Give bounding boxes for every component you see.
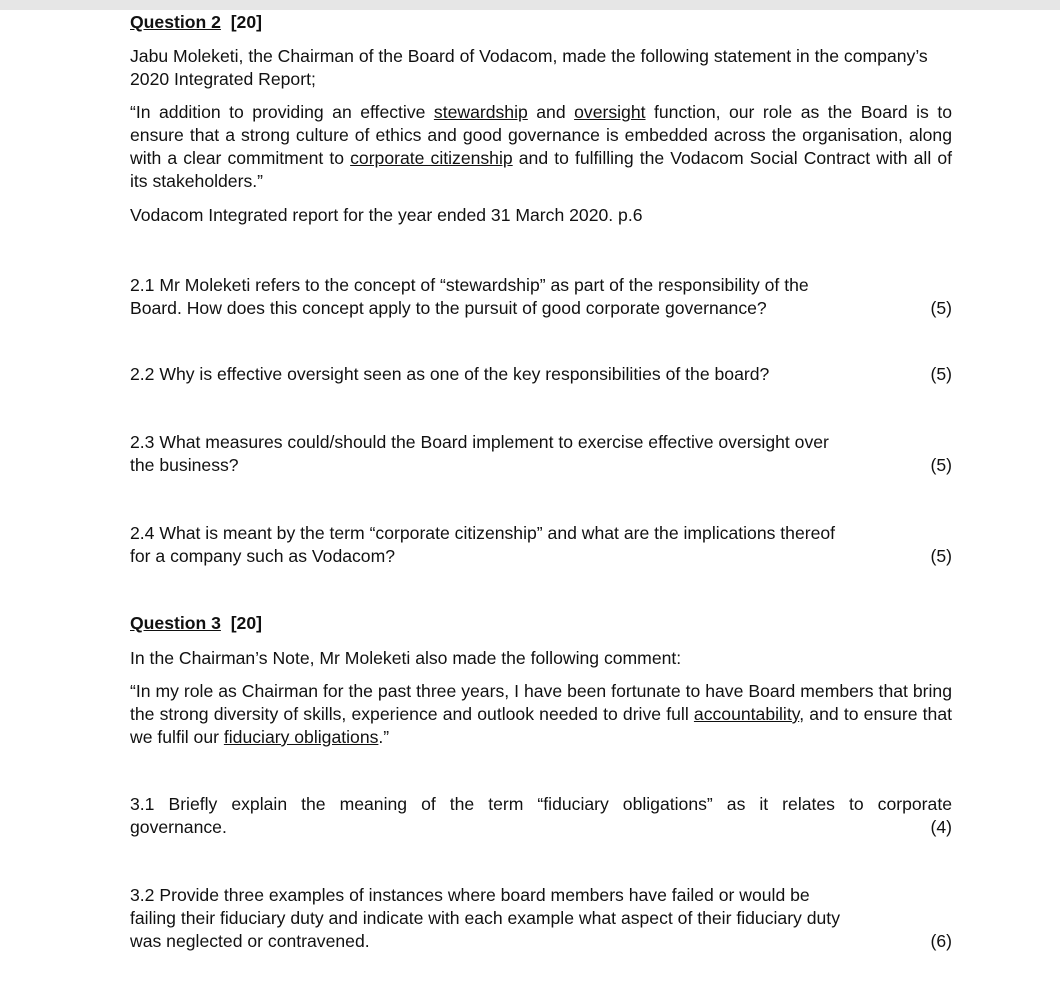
question-marks: (4) xyxy=(930,817,952,837)
question-3-2 xyxy=(130,884,952,953)
question-marks: (5) xyxy=(930,364,952,384)
question-2-1 xyxy=(130,274,952,320)
question-text: 2.3 What measures could/should the Board implement to exercise effective oversight over xyxy=(130,432,829,452)
question-3-label: Question 3 xyxy=(130,613,221,633)
term-fiduciary-obligations: fiduciary obligations xyxy=(223,727,379,747)
question-text: for a company such as Vodacom? xyxy=(130,546,396,566)
question-text: 2.4 What is meant by the term “corporate citizenship” and what are the implications thereof xyxy=(130,523,836,543)
term-oversight: oversight xyxy=(574,102,646,122)
question-2-intro: Jabu Moleketi, the Chairman of the Board of Vodacom, made the following statement in the company’s 2020 Integrated Report; xyxy=(130,46,928,89)
question-2-quote xyxy=(130,101,952,193)
quote-text: , and to ensure that we fulfil our xyxy=(130,704,953,747)
quote-text: .” xyxy=(378,727,390,747)
question-text: governance. xyxy=(130,817,227,837)
question-text: was neglected or contravened. xyxy=(130,931,370,951)
question-text: failing their fiduciary duty and indicate with each example what aspect of their fiduciary duty xyxy=(130,908,840,928)
term-accountability: accountability xyxy=(693,704,800,724)
quote-text: and xyxy=(527,102,575,122)
viewer-top-bar xyxy=(0,0,1060,10)
question-marks: (5) xyxy=(930,298,952,318)
question-text: 3.2 Provide three examples of instances where board members have failed or would be xyxy=(130,885,810,905)
question-3-1 xyxy=(130,793,952,839)
question-2-label: Question 2 xyxy=(130,12,221,32)
question-marks: (5) xyxy=(930,455,952,475)
question-3-marks: [20] xyxy=(230,613,262,633)
question-3-intro: In the Chairman’s Note, Mr Moleketi also made the following comment: xyxy=(130,648,682,668)
question-text: the business? xyxy=(130,455,239,475)
question-text: 3.1 Briefly explain the meaning of the term “fiduciary obligations” as it relates to corporate xyxy=(130,794,952,814)
question-2-marks: [20] xyxy=(230,12,262,32)
question-text: Board. How does this concept apply to the pursuit of good corporate governance? xyxy=(130,298,767,318)
question-marks: (6) xyxy=(930,931,952,951)
quote-text: “In addition to providing an effective xyxy=(130,102,434,122)
term-stewardship: stewardship xyxy=(433,102,528,122)
question-text: 2.1 Mr Moleketi refers to the concept of “stewardship” as part of the responsibility of the xyxy=(130,275,809,295)
question-2-2 xyxy=(130,363,952,386)
question-2-3 xyxy=(130,431,952,477)
question-2-4 xyxy=(130,522,952,568)
question-3-heading xyxy=(130,612,262,635)
question-text: 2.2 Why is effective oversight seen as one of the key responsibilities of the board? xyxy=(130,364,770,384)
term-corporate-citizenship: corporate citizenship xyxy=(350,148,513,168)
question-3-quote xyxy=(130,680,952,749)
quote-text: “In my role as Chairman for the past three years, I have been fortunate to have Board members that bring the strong diversity of skills, experience and outlook needed to drive full xyxy=(130,681,952,724)
question-2-source: Vodacom Integrated report for the year ended 31 March 2020. p.6 xyxy=(130,205,643,225)
question-2-heading xyxy=(130,11,262,34)
question-marks: (5) xyxy=(930,546,952,566)
quote-text: and to fulfilling the Vodacom Social Contract with all of its stakeholders.” xyxy=(130,148,953,191)
quote-text: function, our role as the Board is to ensure that a strong culture of ethics and good governance is embedded across the organisation, along with a clear commitment to xyxy=(130,102,952,168)
